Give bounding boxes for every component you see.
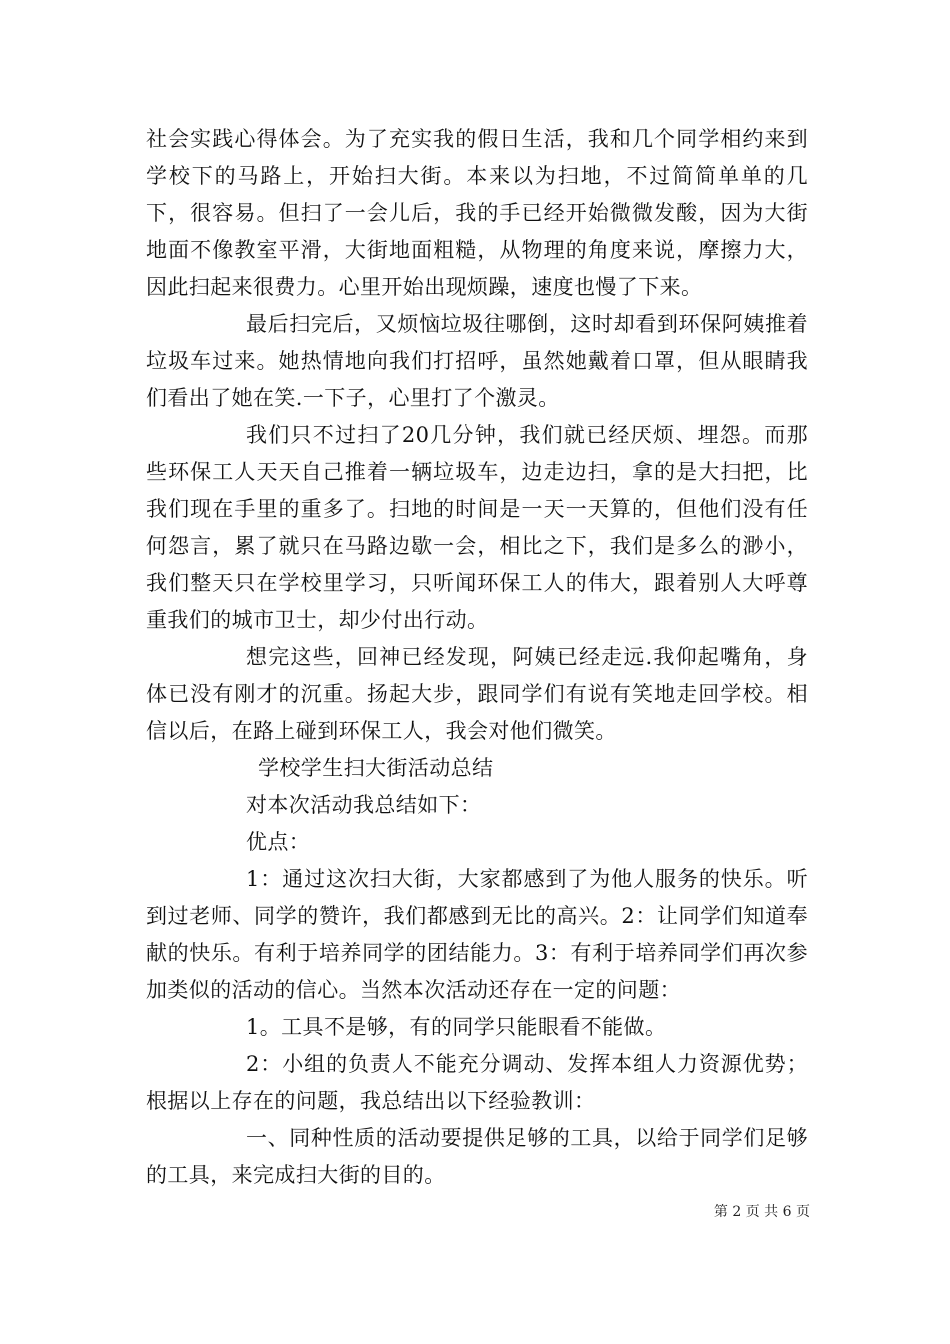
section-title: 学校学生扫大街活动总结 [258,756,494,780]
paragraph-3: 我们只不过扫了20几分钟，我们就已经厌烦、埋怨。而那些环保工人天天自己推着一辆垃圾车，边走边扫，拿的是大扫把，比我们现在手里的重多了。扫地的时间是一天一天算的，但他们没有任何怨言，累了就只在马路边歇一会，相比之下，我们是多么的渺小，我们整天只在学校里学习，只听闻环保工人的伟大，跟着别人大呼尊重我们的城市卫士，却少付出行动。 [146,423,808,632]
paragraph-1: 社会实践心得体会。为了充实我的假日生活，我和几个同学相约来到学校下的马路上，开始扫大街。本来以为扫地，不过简简单单的几下，很容易。但扫了一会儿后，我的手已经开始微微发酸，因为大街地面不像教室平滑，大街地面粗糙，从物理的角度来说，摩擦力大，因此扫起来很费力。心里开始出现烦躁，速度也慢了下来。 [146,127,808,299]
paragraph-advantages: 1：通过这次扫大街，大家都感到了为他人服务的快乐。听到过老师、同学的赞许，我们都感到无比的高兴。2：让同学们知道奉献的快乐。有利于培养同学的团结能力。3：有利于培养同学们再次参加类似的活动的信心。当然本次活动还存在一定的问题： [146,867,808,1002]
paragraph-summary-intro: 对本次活动我总结如下： [246,793,482,817]
paragraph-advantages-heading: 优点： [246,830,311,854]
paragraph-problem-2: 2：小组的负责人不能充分调动、发挥本组人力资源优势；根据以上存在的问题，我总结出以下经验教训： [146,1052,808,1113]
page-number-footer: 第 2 页 共 6 页 [713,1204,810,1220]
paragraph-lesson-1: 一、同种性质的活动要提供足够的工具，以给于同学们足够的工具，来完成扫大街的目的。 [146,1126,808,1187]
document-body [146,121,808,1194]
paragraph-2: 最后扫完后，又烦恼垃圾往哪倒，这时却看到环保阿姨推着垃圾车过来。她热情地向我们打招呼，虽然她戴着口罩，但从眼睛我们看出了她在笑.一下子，心里打了个激灵。 [146,312,808,410]
paragraph-problem-1: 1。工具不是够，有的同学只能眼看不能做。 [246,1015,667,1039]
paragraph-4: 想完这些，回神已经发现，阿姨已经走远.我仰起嘴角，身体已没有刚才的沉重。扬起大步，跟同学们有说有笑地走回学校。相信以后，在路上碰到环保工人，我会对他们微笑。 [146,645,808,743]
